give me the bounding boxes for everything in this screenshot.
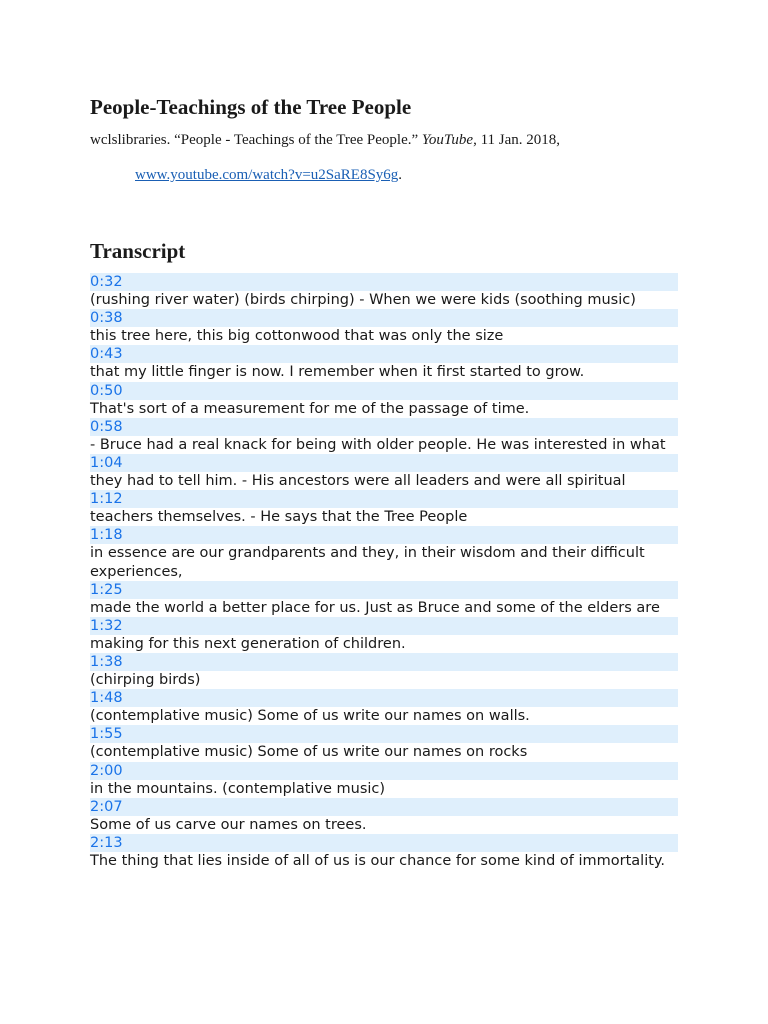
transcript [90, 273, 678, 870]
transcript-line: (contemplative music) Some of us write our names on walls. [90, 708, 530, 725]
transcript-timestamp[interactable]: 2:13 [90, 834, 678, 852]
transcript-line: teachers themselves. - He says that the Tree People [90, 509, 468, 526]
transcript-line: (contemplative music) Some of us write our names on rocks [90, 744, 528, 761]
transcript-timestamp[interactable]: 1:25 [90, 581, 678, 599]
transcript-line: Some of us carve our names on trees. [90, 816, 367, 833]
citation-suffix: , 11 Jan. 2018, [473, 132, 561, 148]
transcript-timestamp[interactable]: 0:58 [90, 418, 678, 436]
transcript-line: - Bruce had a real knack for being with older people. He was interested in what [90, 436, 666, 453]
transcript-timestamp[interactable]: 1:12 [90, 490, 678, 508]
transcript-line: making for this next generation of children. [90, 635, 406, 652]
transcript-line: in essence are our grandparents and they, in their wisdom and their difficult experiences, [90, 545, 645, 580]
transcript-line: That's sort of a measurement for me of the passage of time. [90, 400, 530, 417]
citation-url-suffix: . [398, 167, 403, 183]
transcript-line: that my little finger is now. I remember when it first started to grow. [90, 364, 585, 381]
transcript-line: The thing that lies inside of all of us is our chance for some kind of immortality. [90, 853, 666, 869]
transcript-timestamp[interactable]: 1:38 [90, 653, 678, 671]
citation [90, 130, 560, 150]
transcript-line: they had to tell him. - His ancestors were all leaders and were all spiritual [90, 473, 626, 490]
transcript-timestamp[interactable]: 0:43 [90, 345, 678, 363]
transcript-timestamp[interactable]: 2:07 [90, 798, 678, 816]
transcript-timestamp[interactable]: 2:00 [90, 762, 678, 780]
citation-prefix: wclslibraries. “People - Teachings of the Tree People.” [90, 132, 422, 148]
transcript-line: this tree here, this big cottonwood that was only the size [90, 328, 504, 345]
transcript-timestamp[interactable]: 0:32 [90, 273, 678, 291]
transcript-line: made the world a better place for us. Just as Bruce and some of the elders are [90, 599, 660, 616]
transcript-heading: Transcript [90, 239, 186, 263]
transcript-timestamp[interactable]: 1:48 [90, 689, 678, 707]
citation-url-link[interactable]: www.youtube.com/watch?v=u2SaRE8Sy6g [135, 167, 399, 183]
transcript-timestamp[interactable]: 0:50 [90, 382, 678, 400]
transcript-line: (rushing river water) (birds chirping) - When we were kids (soothing music) [90, 292, 636, 309]
transcript-timestamp[interactable]: 1:18 [90, 526, 678, 544]
transcript-timestamp[interactable]: 1:32 [90, 617, 678, 635]
page-title: People-Teachings of the Tree People [90, 95, 412, 119]
transcript-timestamp[interactable]: 1:55 [90, 725, 678, 743]
citation-url-line [135, 165, 402, 185]
transcript-timestamp[interactable]: 0:38 [90, 309, 678, 327]
transcript-line: (chirping birds) [90, 672, 201, 689]
transcript-timestamp[interactable]: 1:04 [90, 454, 678, 472]
citation-source: YouTube [421, 132, 474, 148]
transcript-line: in the mountains. (contemplative music) [90, 780, 386, 797]
